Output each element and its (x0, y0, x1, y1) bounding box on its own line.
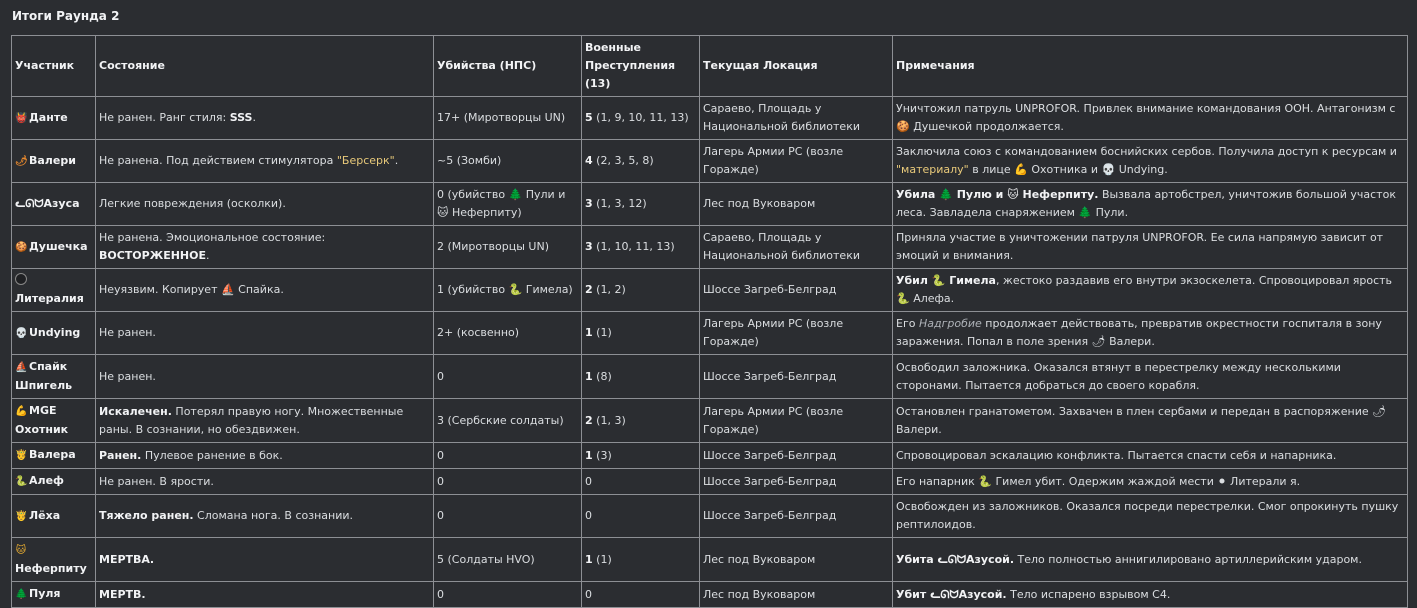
crimes-cell: 0 (582, 469, 700, 495)
black-circle-icon (15, 273, 27, 285)
participant-cell: 🍪 Душечка (12, 226, 96, 269)
notes-cell: Приняла участие в уничтожении патруля UNPROFOR. Ее сила напрямую зависит от эмоций и внимания. (893, 226, 1408, 269)
crimes-cell: 4 (2, 3, 5, 8) (582, 140, 700, 183)
kills-cell: 2+ (косвенно) (434, 312, 582, 355)
kills-cell: 0 (434, 355, 582, 399)
table-row (12, 269, 1408, 312)
notes-cell: Убил 🐍 Гимела, жестоко раздавив его внутри экзоскелета. Спровоцировал ярость 🐍 Алефа. (893, 269, 1408, 312)
kills-cell: 0 (434, 582, 582, 608)
participant-cell: 👹 Данте (12, 97, 96, 140)
kills-cell: 3 (Сербские солдаты) (434, 399, 582, 443)
location-cell: Шоссе Загреб-Белград (700, 269, 893, 312)
status-cell: Не ранена. Эмоциональное состояние: ВОСТОРЖЕННОЕ. (96, 226, 434, 269)
status-cell: Не ранен. В ярости. (96, 469, 434, 495)
location-cell: Сараево, Площадь у Национальной библиотеки (700, 97, 893, 140)
crimes-cell: 2 (1, 2) (582, 269, 700, 312)
table-row (12, 97, 1408, 140)
crimes-cell: 1 (1) (582, 538, 700, 582)
header-notes: Примечания (893, 36, 1408, 97)
participant-cell: 🌲 Пуля (12, 582, 96, 608)
notes-cell: Остановлен гранатометом. Захвачен в плен сербами и передан в распоряжение 🌶 Валери. (893, 399, 1408, 443)
location-cell: Шоссе Загреб-Белград (700, 469, 893, 495)
crimes-cell: 2 (1, 3) (582, 399, 700, 443)
location-cell: Лес под Вуковаром (700, 582, 893, 608)
table-row (12, 443, 1408, 469)
flexed-biceps-icon: 💪 (15, 406, 28, 417)
status-cell: Не ранен. (96, 355, 434, 399)
header-status: Состояние (96, 36, 434, 97)
crimes-cell: 1 (3) (582, 443, 700, 469)
crimes-cell: 1 (8) (582, 355, 700, 399)
kills-cell: 0 (434, 469, 582, 495)
table-row (12, 140, 1408, 183)
table-row (12, 183, 1408, 226)
location-cell: Лес под Вуковаром (700, 183, 893, 226)
round-results-table (11, 35, 1408, 608)
kills-cell: ~5 (Зомби) (434, 140, 582, 183)
cat-face-icon: 🐱 (15, 545, 27, 556)
notes-cell: Убит ᓚᘏᗢАзусой. Тело испарено взрывом С4. (893, 582, 1408, 608)
notes-cell: Его Надгробие продолжает действовать, превратив окрестности госпиталя в зону заражения. Попал в поле зрения 🌶 Валери. (893, 312, 1408, 355)
kills-cell: 2 (Миротворцы UN) (434, 226, 582, 269)
status-cell: Тяжело ранен. Сломана нога. В сознании. (96, 495, 434, 538)
table-row (12, 355, 1408, 399)
crimes-cell: 1 (1) (582, 312, 700, 355)
location-cell: Лагерь Армии РС (возле Горажде) (700, 140, 893, 183)
notes-cell: Спровоцировал эскалацию конфликта. Пытается спасти себя и напарника. (893, 443, 1408, 469)
status-cell: Искалечен. Потерял правую ногу. Множественные раны. В сознании, но обездвижен. (96, 399, 434, 443)
notes-cell: Убита ᓚᘏᗢАзусой. Тело полностью аннигилировано артиллерийским ударом. (893, 538, 1408, 582)
table-row (12, 312, 1408, 355)
demon-face-icon: 👹 (15, 112, 28, 124)
location-cell: Шоссе Загреб-Белград (700, 495, 893, 538)
skull-icon: 💀 (15, 327, 28, 339)
notes-cell: Убила 🌲 Пулю и 🐱 Неферпиту. Вызвала артобстрел, уничтожив большой участок леса. Завладела снаряжением 🌲 Пули. (893, 183, 1408, 226)
snake-icon: 🐍 (15, 476, 28, 487)
notes-cell: Его напарник 🐍 Гимел убит. Одержим жаждой мести ⚫ Литерали я. (893, 469, 1408, 495)
header-kills: Убийства (НПС) (434, 36, 582, 97)
participant-cell: 🐱Неферпиту (12, 538, 96, 582)
status-cell: Неуязвим. Копирует ⛵ Спайка. (96, 269, 434, 312)
location-cell: Сараево, Площадь у Национальной библиотеки (700, 226, 893, 269)
participant-cell: 🌶Валери (12, 140, 96, 183)
table-header-row (12, 36, 1408, 97)
participant-cell: ᓚᘏᗢАзуса (12, 183, 96, 226)
status-cell: Не ранена. Под действием стимулятора "Берсерк". (96, 140, 434, 183)
kills-cell: 0 (убийство 🌲 Пули и 🐱 Неферпиту) (434, 183, 582, 226)
kills-cell: 17+ (Миротворцы UN) (434, 97, 582, 140)
location-cell: Лагерь Армии РС (возле Горажде) (700, 312, 893, 355)
header-participant: Участник (12, 36, 96, 97)
notes-cell: Освобожден из заложников. Оказался посреди перестрелки. Смог опрокинуть пушку рептилоидов. (893, 495, 1408, 538)
kills-cell: 0 (434, 495, 582, 538)
header-war-crimes: Военные Преступления (13) (582, 36, 700, 97)
ship-icon: ⛵ (15, 362, 28, 373)
participant-cell: 💪 MGE Охотник (12, 399, 96, 443)
table-row (12, 582, 1408, 608)
notes-cell: Освободил заложника. Оказался втянут в перестрелку между несколькими сторонами. Пытается добраться до своего корабля. (893, 355, 1408, 399)
participant-cell: 🤴 Валера (12, 443, 96, 469)
crimes-cell: 0 (582, 582, 700, 608)
notes-cell: Заключила союз с командованием боснийских сербов. Получила доступ к ресурсам и "материалу" в лице 💪 Охотника и 💀 Undying. (893, 140, 1408, 183)
header-location: Текущая Локация (700, 36, 893, 97)
page-title: Итоги Раунда 2 (12, 9, 120, 23)
crimes-cell: 5 (1, 9, 10, 11, 13) (582, 97, 700, 140)
kills-cell: 5 (Солдаты HVO) (434, 538, 582, 582)
table-row (12, 538, 1408, 582)
participant-cell: 🐍 Алеф (12, 469, 96, 495)
syringe-icon: 🌶 (15, 155, 28, 167)
kills-cell: 1 (убийство 🐍 Гимела) (434, 269, 582, 312)
table-row (12, 469, 1408, 495)
status-cell: Легкие повреждения (осколки). (96, 183, 434, 226)
location-cell: Лагерь Армии РС (возле Горажде) (700, 399, 893, 443)
crimes-cell: 3 (1, 3, 12) (582, 183, 700, 226)
status-cell: Не ранен. (96, 312, 434, 355)
location-cell: Шоссе Загреб-Белград (700, 443, 893, 469)
participant-cell: ⛵ Спайк Шпигель (12, 355, 96, 399)
table-row (12, 399, 1408, 443)
table-row (12, 495, 1408, 538)
participant-cell: Литералия (12, 269, 96, 312)
table-row (12, 226, 1408, 269)
tree-icon: 🌲 (15, 589, 28, 600)
cookie-icon: 🍪 (15, 241, 28, 253)
participant-cell: 🤴 Лёха (12, 495, 96, 538)
notes-cell: Уничтожил патруль UNPROFOR. Привлек внимание командования ООН. Антагонизм с 🍪 Душечкой продолжается. (893, 97, 1408, 140)
location-cell: Лес под Вуковаром (700, 538, 893, 582)
status-cell: Ранен. Пулевое ранение в бок. (96, 443, 434, 469)
participant-cell: 💀 Undying (12, 312, 96, 355)
status-cell: Не ранен. Ранг стиля: SSS. (96, 97, 434, 140)
status-cell: МЕРТВА. (96, 538, 434, 582)
status-cell: МЕРТВ. (96, 582, 434, 608)
crimes-cell: 3 (1, 10, 11, 13) (582, 226, 700, 269)
kills-cell: 0 (434, 443, 582, 469)
crown-face-icon: 🤴 (15, 510, 28, 522)
crimes-cell: 0 (582, 495, 700, 538)
crown-face-icon: 🤴 (15, 450, 28, 461)
location-cell: Шоссе Загреб-Белград (700, 355, 893, 399)
